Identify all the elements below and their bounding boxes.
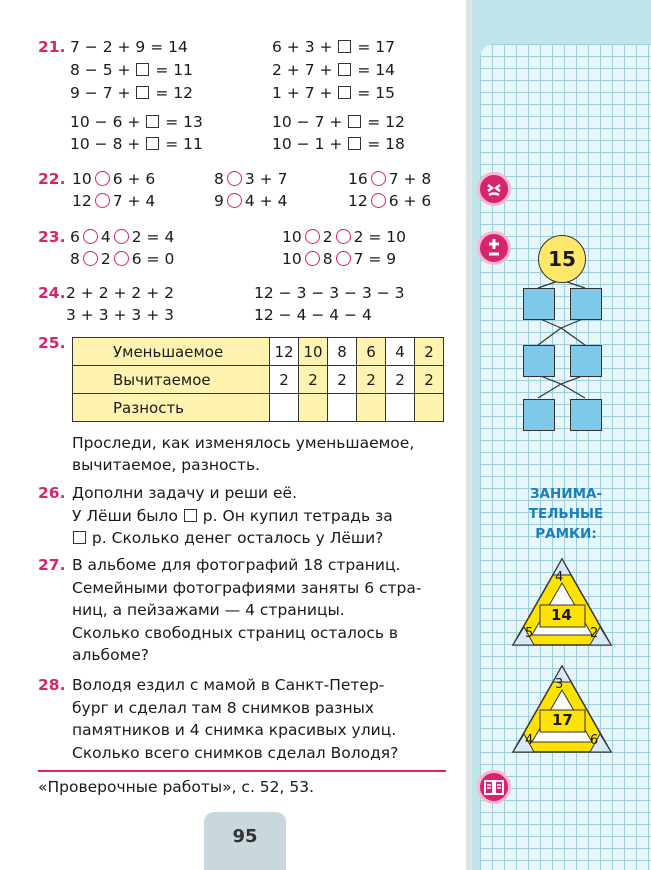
blank-box [73, 531, 86, 544]
table-cell: 2 [328, 366, 357, 394]
table-row [73, 366, 444, 394]
table-row [73, 338, 444, 366]
frames-title [510, 484, 622, 544]
row-label: Разность [73, 394, 270, 422]
exercise-number: 28. [38, 676, 66, 694]
empty-box [523, 399, 555, 431]
table-cell: 2 [357, 366, 386, 394]
compare-circle [114, 251, 129, 266]
blank-box [338, 40, 351, 53]
expression: 12 − 4 − 4 − 4 [254, 306, 372, 324]
divider-line [38, 770, 446, 772]
exercise-number: 22. [38, 170, 66, 188]
expression: 10 − 8 + = 11 [70, 135, 203, 153]
blank-box [146, 115, 159, 128]
frames-title-line: РАМКИ: [535, 526, 597, 542]
table-cell: 6 [357, 338, 386, 366]
empty-box [570, 288, 602, 320]
exercise-number: 25. [38, 334, 66, 352]
table-cell: 4 [386, 338, 415, 366]
expression: 3 + 3 + 3 + 3 [66, 306, 174, 324]
blank-box [338, 63, 351, 76]
text-line: памятников и 4 снимка красивых улиц. [72, 721, 397, 739]
compare-circle [114, 229, 129, 244]
table-cell [415, 394, 444, 422]
comparison: 9 4 + 4 [214, 192, 288, 210]
instruction-text: Проследи, как изменялось уменьшаемое, [72, 434, 415, 452]
think-icon [477, 172, 511, 206]
sign-puzzle: 8 2 6 = 0 [70, 250, 175, 268]
expression: 2 + 7 + = 14 [272, 61, 395, 79]
frames-title-line: ТЕЛЬНЫЕ [528, 506, 604, 522]
comparison: 16 7 + 8 [348, 170, 432, 188]
expression: 1 + 7 + = 15 [272, 84, 395, 102]
text-line: У Лёши было р. Он купил тетрадь за [72, 506, 393, 525]
table-cell: 2 [415, 366, 444, 394]
compare-circle [371, 193, 386, 208]
empty-box [523, 345, 555, 377]
exercise-number: 24. [38, 284, 66, 302]
reference-text: «Проверочные работы», с. 52, 53. [38, 778, 315, 796]
exercise-number: 21. [38, 38, 66, 56]
expression: 2 + 2 + 2 + 2 [66, 284, 174, 302]
table-cell: 2 [386, 366, 415, 394]
exercise-number: 27. [38, 556, 66, 574]
table-row [73, 394, 444, 422]
blank-box [136, 86, 149, 99]
expression: 10 − 6 + = 13 [70, 113, 203, 131]
compare-circle [83, 229, 98, 244]
compare-circle [305, 229, 320, 244]
subtraction-table [72, 337, 444, 422]
text-line: ниц, а пейзажами — 4 страницы. [72, 601, 345, 619]
empty-box [570, 399, 602, 431]
compare-circle [371, 171, 386, 186]
triangle-top-number: 3 [555, 677, 564, 692]
blank-box [348, 137, 361, 150]
expression: 7 − 2 + 9 = 14 [70, 38, 188, 56]
row-label: Вычитаемое [73, 366, 270, 394]
expression: 10 − 1 + = 18 [272, 135, 405, 153]
text-line: Дополни задачу и реши её. [72, 484, 298, 502]
blank-box [136, 63, 149, 76]
expression: 8 − 5 + = 11 [70, 61, 193, 79]
compare-circle [83, 251, 98, 266]
empty-box [523, 288, 555, 320]
page-number: 95 [204, 812, 286, 870]
table-cell [357, 394, 386, 422]
compare-circle [336, 251, 351, 266]
triangle-right-number: 2 [590, 626, 599, 641]
blank-box [146, 137, 159, 150]
table-cell: 10 [299, 338, 328, 366]
compare-circle [95, 193, 110, 208]
exercise-number: 26. [38, 484, 66, 502]
sign-puzzle: 10 2 2 = 10 [282, 228, 407, 246]
expression: 9 − 7 + = 12 [70, 84, 193, 102]
text-line: Володя ездил с мамой в Санкт-Петер- [72, 676, 385, 694]
text-line: Сколько всего снимков сделал Володя? [72, 743, 399, 762]
compare-circle [305, 251, 320, 266]
compare-circle [95, 171, 110, 186]
table-cell: 8 [328, 338, 357, 366]
instruction-text: вычитаемое, разность. [72, 456, 261, 474]
triangle-left-number: 4 [525, 733, 534, 748]
triangle-center-number: 17 [552, 711, 573, 729]
blank-box [338, 86, 351, 99]
plus-minus-icon [477, 231, 511, 265]
triangle-top-number: 4 [555, 570, 564, 585]
compare-circle [336, 229, 351, 244]
comparison: 12 7 + 4 [72, 192, 156, 210]
text-line: В альбоме для фотографий 18 страниц. [72, 556, 401, 574]
blank-box [348, 115, 361, 128]
table-cell: 2 [270, 366, 299, 394]
text-line: Сколько свободных страниц осталось в [72, 623, 399, 642]
table-cell: 12 [270, 338, 299, 366]
text-line: р. Сколько денег осталось у Лёши? [72, 529, 383, 547]
sign-puzzle: 10 8 7 = 9 [282, 250, 397, 268]
table-cell [386, 394, 415, 422]
sign-puzzle: 6 4 2 = 4 [70, 228, 175, 246]
expression: 10 − 7 + = 12 [272, 113, 405, 131]
expression: 6 + 3 + = 17 [272, 38, 395, 56]
text-line: Семейными фотографиями заняты 6 стра- [72, 578, 422, 597]
comparison: 10 6 + 6 [72, 170, 156, 188]
text-line: альбоме? [72, 646, 150, 664]
comparison: 12 6 + 6 [348, 192, 432, 210]
empty-box [570, 345, 602, 377]
table-cell [270, 394, 299, 422]
tree-top-number: 15 [538, 235, 586, 283]
expression: 12 − 3 − 3 − 3 − 3 [254, 284, 405, 302]
triangle-center-number: 14 [551, 606, 572, 624]
triangle-left-number: 5 [525, 626, 534, 641]
table-cell [328, 394, 357, 422]
text-line: бург и сделал там 8 снимков разных [72, 698, 375, 717]
row-label: Уменьшаемое [73, 338, 270, 366]
compare-circle [227, 171, 242, 186]
comparison: 8 3 + 7 [214, 170, 288, 188]
table-cell: 2 [299, 366, 328, 394]
blank-box [184, 509, 197, 522]
table-cell [299, 394, 328, 422]
compare-circle [227, 193, 242, 208]
exercise-number: 23. [38, 228, 66, 246]
frames-title-line: ЗАНИМА- [529, 486, 603, 502]
triangle-right-number: 6 [590, 733, 599, 748]
table-cell: 2 [415, 338, 444, 366]
book-icon [477, 770, 511, 804]
